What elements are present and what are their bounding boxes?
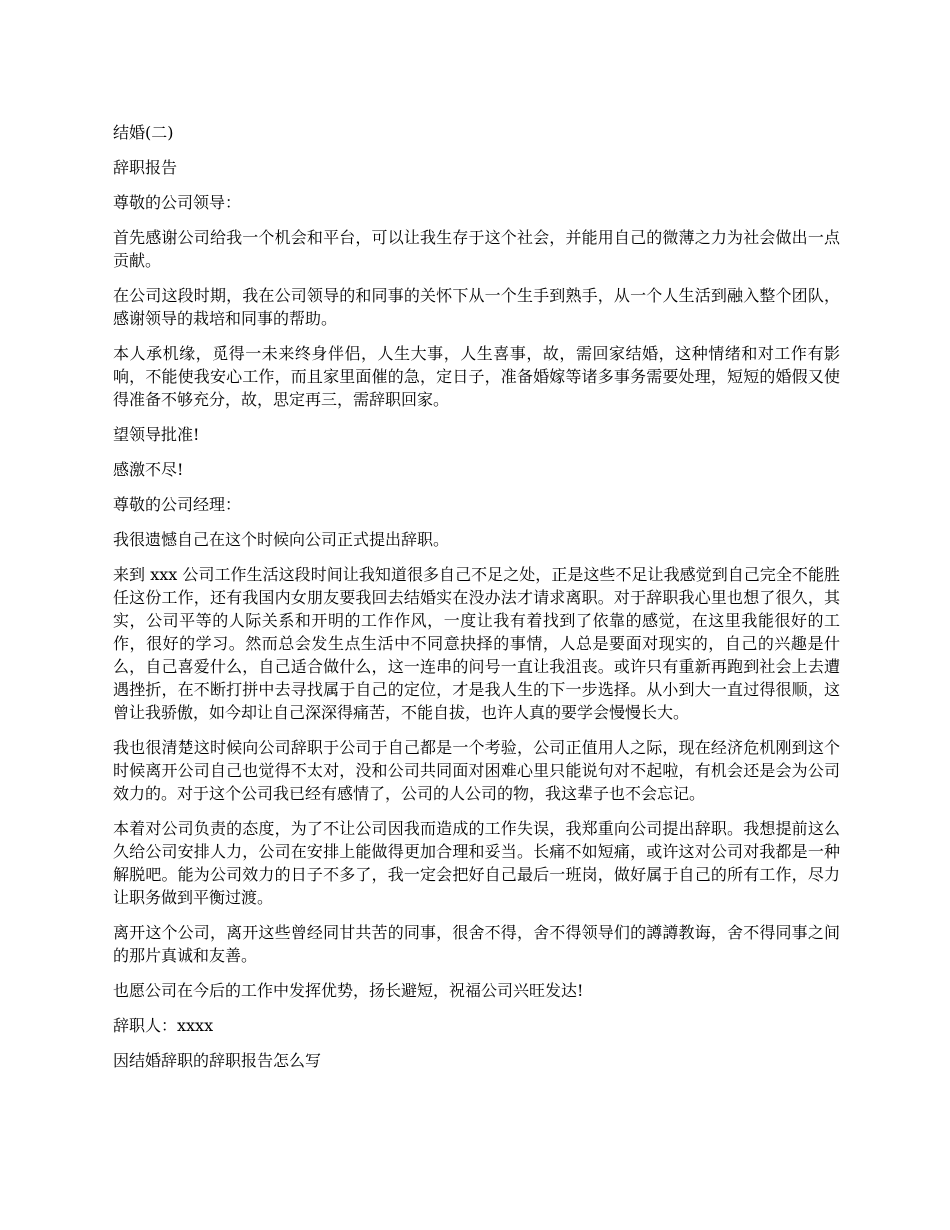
body-paragraph: 本人承机缘，觅得一未来终身伴侣，人生大事，人生喜事，故，需回家结婚，这种情绪和对工作有影响，不能使我安心工作，而且家里面催的急，定日子，准备婚嫁等诸多事务需要处理，短短的婚假又使得准备不够充分，故，思定再三，需辞职回家。: [113, 344, 840, 409]
salutation: 尊敬的公司领导：: [113, 193, 242, 212]
body-paragraph: 我很遗憾自己在这个时候向公司正式提出辞职。: [113, 530, 450, 549]
body-paragraph: 我也很清楚这时候向公司辞职于公司于自己都是一个考验，公司正值用人之际，现在经济危机刚到这个时候离开公司自己也觉得不太对，没和公司共同面对困难心里只能说句对不起啦，有机会还是会为公司效力的。对于这个公司我已经有感情了，公司的人公司的物，我这辈子也不会忘记。: [113, 738, 840, 803]
next-section-title: 因结婚辞职的辞职报告怎么写: [113, 1051, 322, 1070]
closing-line: 感激不尽!: [113, 460, 184, 479]
salutation: 尊敬的公司经理：: [113, 495, 242, 514]
body-paragraph: 在公司这段时期，我在公司领导的和同事的关怀下从一个生手到熟手，从一个人生活到融入整个团队，感谢领导的栽培和同事的帮助。: [113, 286, 840, 328]
closing-line: 也愿公司在今后的工作中发挥优势，扬长避短，祝福公司兴旺发达!: [113, 981, 584, 1000]
letter-title: 辞职报告: [113, 158, 178, 177]
body-paragraph: 离开这个公司，离开这些曾经同甘共苦的同事，很舍不得，舍不得领导们的譐譐教诲，舍不得同事之间的那片真诚和友善。: [113, 923, 840, 965]
section-title: 结婚(二): [113, 123, 174, 142]
closing-line: 望领导批准!: [113, 425, 200, 444]
body-paragraph: 首先感谢公司给我一个机会和平台，可以让我生存于这个社会，并能用自己的微薄之力为社会做出一点贡献。: [113, 228, 840, 270]
signature-line: 辞职人：xxxx: [113, 1016, 214, 1035]
body-paragraph: 本着对公司负责的态度，为了不让公司因我而造成的工作失误，我郑重向公司提出辞职。我想提前这么久给公司安排人力，公司在安排上能做得更加合理和妥当。长痛不如短痛，或许这对公司对我都是一种解脱吧。能为公司效力的日子不多了，我一定会把好自己最后一班岗，做好属于自己的所有工作，尽力让职务做到平衡过渡。: [113, 819, 840, 907]
body-paragraph: 来到 xxx 公司工作生活这段时间让我知道很多自己不足之处，正是这些不足让我感觉到自己完全不能胜任这份工作，还有我国内女朋友要我回去结婚实在没办法才请求离职。对于辞职我心里也想了很久，其实，公司平等的人际关系和开明的工作作风，一度让我有着找到了依靠的感觉，在这里我能很好的工作，很好的学习。然而总会发生点生活中不同意抉择的事情，人总是要面对现实的，自己的兴趣是什么，自己喜爱什么，自己适合做什么，这一连串的问号一直让我沮丧。或许只有重新再跑到社会上去遭遇挫折，在不断打拼中去寻找属于自己的定位，才是我人生的下一步选择。从小到大一直过得很顺，这曾让我骄傲，如今却让自己深深得痛苦，不能自拔，也许人真的要学会慢慢长大。: [113, 565, 840, 722]
document-page: [113, 121, 840, 1084]
